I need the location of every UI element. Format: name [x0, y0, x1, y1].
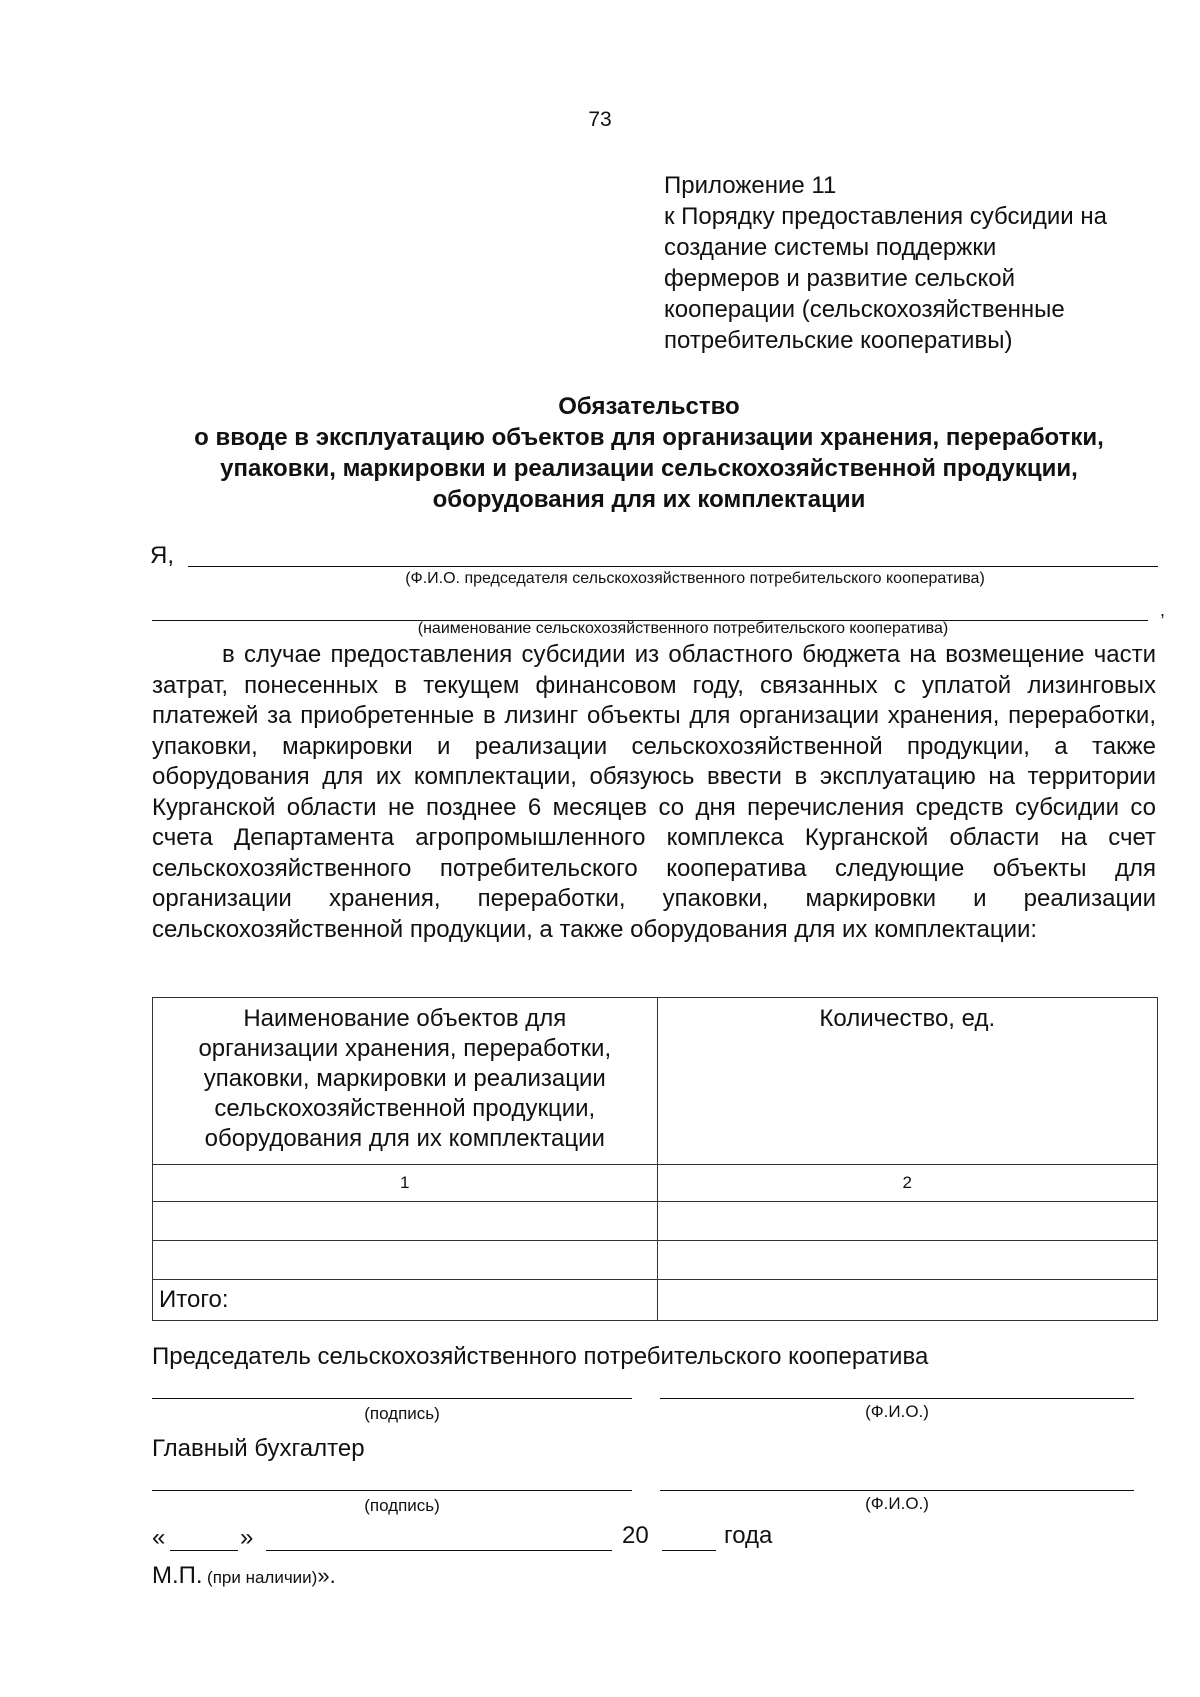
total-row [153, 1280, 1158, 1321]
appendix-reference [664, 170, 1107, 356]
chairman-fio-line[interactable] [660, 1398, 1134, 1399]
date-close-quote: » [240, 1524, 254, 1551]
day-field-line[interactable] [170, 1550, 238, 1551]
appendix-line: потребительские кооперативы) [664, 327, 1013, 354]
header-line: оборудования для их комплектации [204, 1125, 605, 1152]
appendix-line: фермеров и развитие сельской [664, 265, 1016, 292]
commitment-text: в случае предоставления субсидии из областного бюджета на возмещение части затрат, понесенных в текущем финансовом году, связанных с уплатой лизинговых платежей за приобретенные в лизинг объекты для организации хранения, переработки, упаковки, маркировки и реализации сельскохозяйственной продукции, а также оборудования для их комплектации, обязуюсь ввести в эксплуатацию на территории Курганской области не позднее 6 месяцев со дня перечисления средств субсидии со счета Департамента агропромышленного комплекса Курганской области на счет сельскохозяйственного потребительского кооператива следующие объекты для организации хранения, переработки, упаковки, маркировки и реализации сельскохозяйственной продукции, а также оборудования для их комплектации: [152, 641, 1156, 943]
appendix-line: Приложение 11 [664, 172, 837, 199]
ya-label: Я, [150, 542, 174, 569]
stamp-note: (при наличии) [207, 1568, 318, 1587]
table-header-row [153, 998, 1158, 1165]
title-line: оборудования для их комплектации [432, 486, 866, 513]
total-quantity-cell[interactable] [657, 1280, 1157, 1321]
chairman-signature-line[interactable] [152, 1398, 632, 1399]
stamp-label: М.П. [152, 1562, 203, 1589]
commitment-paragraph [152, 640, 1156, 945]
title-line: упаковки, маркировки и реализации сельскохозяйственной продукции, [220, 455, 1078, 482]
appendix-line: к Порядку предоставления субсидии на [664, 203, 1107, 230]
date-open-quote: « [152, 1524, 166, 1551]
column-number: 2 [657, 1165, 1157, 1202]
column-number: 1 [153, 1165, 658, 1202]
object-name-cell[interactable] [153, 1202, 658, 1241]
year-prefix: 20 [622, 1522, 649, 1549]
accountant-fio-line[interactable] [660, 1490, 1134, 1491]
title-line: Обязательство [558, 393, 740, 420]
header-line: Наименование объектов для [243, 1005, 567, 1032]
fio-caption: (Ф.И.О.) [865, 1402, 929, 1421]
chairman-label: Председатель сельскохозяйственного потребительского кооператива [152, 1343, 929, 1370]
year-field-line[interactable] [662, 1550, 716, 1551]
header-line: организации хранения, переработки, [198, 1035, 612, 1062]
stamp-line [152, 1562, 336, 1590]
accountant-signature-line[interactable] [152, 1490, 632, 1491]
fio-caption: (Ф.И.О.) [865, 1494, 929, 1513]
header-object-name [153, 998, 658, 1165]
page-number: 73 [588, 108, 612, 131]
month-field-line[interactable] [266, 1550, 612, 1551]
document-title [140, 391, 1158, 515]
object-name-cell[interactable] [153, 1241, 658, 1280]
column-number-row [153, 1165, 1158, 1202]
signature-caption: (подпись) [364, 1496, 440, 1515]
total-label: Итого: [153, 1280, 658, 1321]
title-line: о вводе в эксплуатацию объектов для организации хранения, переработки, [194, 424, 1104, 451]
quantity-cell[interactable] [657, 1241, 1157, 1280]
header-line: сельскохозяйственной продукции, [214, 1095, 596, 1122]
fio-caption: (Ф.И.О. председателя сельскохозяйственного потребительского кооператива) [405, 570, 985, 587]
table-row [153, 1241, 1158, 1280]
comma: , [1160, 600, 1166, 620]
coop-caption: (наименование сельскохозяйственного потребительского кооператива) [417, 620, 949, 637]
accountant-label: Главный бухгалтер [152, 1435, 365, 1462]
quantity-cell[interactable] [657, 1202, 1157, 1241]
signature-caption: (подпись) [364, 1404, 440, 1423]
objects-table [152, 997, 1158, 1321]
appendix-line: кооперации (сельскохозяйственные [664, 296, 1065, 323]
header-line: упаковки, маркировки и реализации [203, 1065, 606, 1092]
year-suffix: года [724, 1522, 773, 1549]
fio-field-line[interactable] [188, 566, 1158, 567]
appendix-line: создание системы поддержки [664, 234, 997, 261]
closing-mark: ». [317, 1563, 336, 1588]
header-quantity: Количество, ед. [657, 998, 1157, 1165]
table-row [153, 1202, 1158, 1241]
